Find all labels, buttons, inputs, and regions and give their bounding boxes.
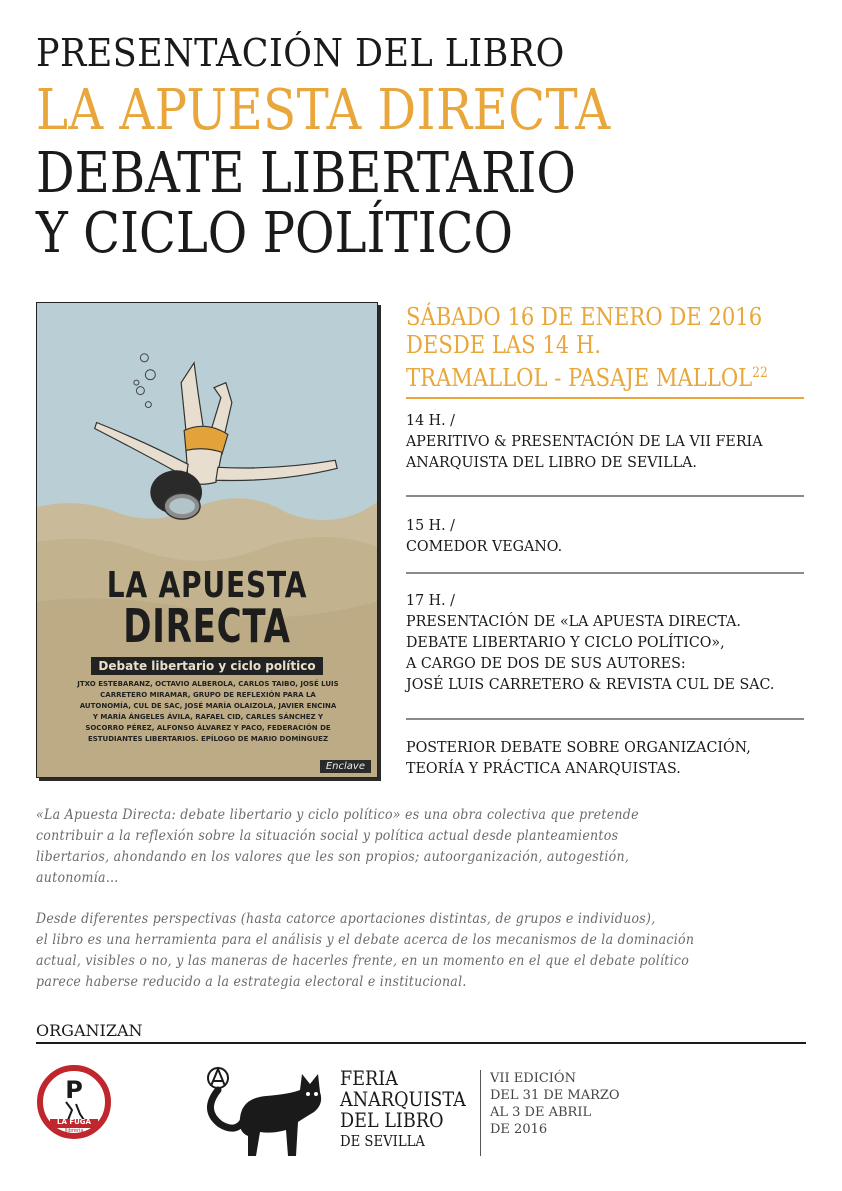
poster-title	[36, 28, 816, 264]
cover-publisher-label: Enclave	[320, 760, 371, 773]
schedule-item	[406, 410, 804, 473]
schedule-text: COMEDOR VEGANO.	[406, 537, 563, 555]
event-date: SÁBADO 16 DE ENERO DE 2016	[406, 303, 763, 331]
schedule-time: 15 H. /	[406, 516, 455, 534]
description-line: el libro es una herramienta para el análisis y el debate acerca de los mecanismos de la dominación	[36, 932, 695, 948]
feria-name-line: ANARQUISTA	[340, 1087, 466, 1111]
schedule-text: APERITIVO & PRESENTACIÓN DE LA VII FERIA	[406, 432, 763, 450]
schedule-time: 17 H. /	[406, 591, 455, 609]
edition-line: AL 3 DE ABRIL	[490, 1105, 592, 1120]
feria-name-line: DEL LIBRO	[340, 1108, 444, 1132]
feria-name	[340, 1068, 483, 1152]
cover-title-line-2: DIRECTA	[123, 599, 291, 653]
divider-orange	[406, 397, 804, 399]
description-line: «La Apuesta Directa: debate libertario y ciclo político» es una obra colectiva que pretende	[36, 807, 639, 823]
schedule-text: JOSÉ LUIS CARRETERO & REVISTA CUL DE SAC.	[406, 675, 775, 693]
organizers-heading: ORGANIZAN	[36, 1021, 143, 1040]
svg-text:P: P	[65, 1076, 83, 1104]
schedule-text: PRESENTACIÓN DE «LA APUESTA DIRECTA.	[406, 612, 741, 630]
title-line-book-name: LA APUESTA DIRECTA	[36, 78, 611, 143]
description-paragraph-1	[36, 805, 806, 889]
edition-line: VII EDICIÓN	[490, 1071, 576, 1086]
description-line: autonomía…	[36, 870, 119, 886]
event-details	[406, 303, 806, 392]
divider-gray	[406, 718, 804, 720]
description-line: actual, visibles o no, y las maneras de hacerles frente, en un momento en el que el debate político	[36, 953, 690, 969]
la-fuga-logo-subtext: llibreria	[64, 1128, 84, 1134]
description-line: libertarios, ahondando en los valores que les son propios; autoorganización, autogestión,	[36, 849, 630, 865]
schedule-text: A CARGO DE DOS DE SUS AUTORES:	[406, 654, 686, 672]
description-line: parece haberse reducido a la estrategia electoral e institucional.	[36, 974, 467, 990]
event-place-number: 22	[752, 365, 768, 381]
schedule-text: POSTERIOR DEBATE SOBRE ORGANIZACIÓN,	[406, 738, 751, 756]
divider-black	[36, 1042, 806, 1044]
schedule-text: TEORÍA Y PRÁCTICA ANARQUISTAS.	[406, 759, 681, 777]
black-cat-icon	[196, 1060, 332, 1162]
schedule-time: 14 H. /	[406, 411, 455, 429]
schedule-item	[406, 737, 804, 779]
edition-line: DE 2016	[490, 1122, 548, 1137]
description-line: Desde diferentes perspectivas (hasta catorce aportaciones distintas, de grupos e individuos),	[36, 911, 656, 927]
edition-line: DEL 31 DE MARZO	[490, 1088, 620, 1103]
feria-divider	[480, 1070, 481, 1156]
la-fuga-logo	[36, 1064, 112, 1140]
la-fuga-logo-text: LA FUGA	[57, 1118, 91, 1126]
event-place	[406, 359, 768, 392]
feria-name-line: FERIA	[340, 1066, 398, 1090]
cover-authors: JTXO ESTEBARANZ, OCTAVIO ALBEROLA, CARLOS TAIBO, JOSÉ LUIS CARRETERO MIRAMAR, GRUPO DE REFLEXIÓN PARA LA AUTONOMÍA, CUL DE SAC, JOSÉ MARÍA OLAIZOLA, JAVIER ENCINA Y MARÍA ÁNGELES ÁVILA, RAFAEL CID, CARLES SÁNCHEZ Y SOCORRO PÉREZ, ALFONSO ÁLVAREZ Y PACO, FEDERACIÓN DE ESTUDIANTES LIBERTARIOS. EPÍLOGO DE MARIO DOMÍNGUEZ	[77, 680, 339, 743]
schedule-text: DEBATE LIBERTARIO Y CICLO POLÍTICO»,	[406, 633, 725, 651]
title-line-presentation: PRESENTACIÓN DEL LIBRO	[36, 31, 565, 75]
title-line-subtitle-1: DEBATE LIBERTARIO	[36, 141, 576, 206]
schedule-item	[406, 515, 804, 557]
divider-gray	[406, 495, 804, 497]
feria-name-line: DE SEVILLA	[340, 1132, 425, 1150]
event-place-name: TRAMALLOL - PASAJE MALLOL	[406, 364, 753, 392]
feria-edition-dates	[490, 1070, 620, 1138]
schedule-item	[406, 590, 804, 695]
cover-title-line-1: LA APUESTA	[106, 565, 308, 606]
event-time: DESDE LAS 14 H.	[406, 331, 602, 359]
description-line: contribuir a la reflexión sobre la situación social y política actual desde planteamientos	[36, 828, 619, 844]
description-paragraph-2	[36, 909, 806, 993]
black-cat-logo	[196, 1060, 332, 1162]
schedule-text: ANARQUISTA DEL LIBRO DE SEVILLA.	[406, 453, 697, 471]
divider-gray	[406, 572, 804, 574]
title-line-subtitle-2: Y CICLO POLÍTICO	[36, 201, 513, 266]
book-cover-image	[36, 302, 378, 778]
cover-subtitle: Debate libertario y ciclo político	[91, 657, 323, 675]
